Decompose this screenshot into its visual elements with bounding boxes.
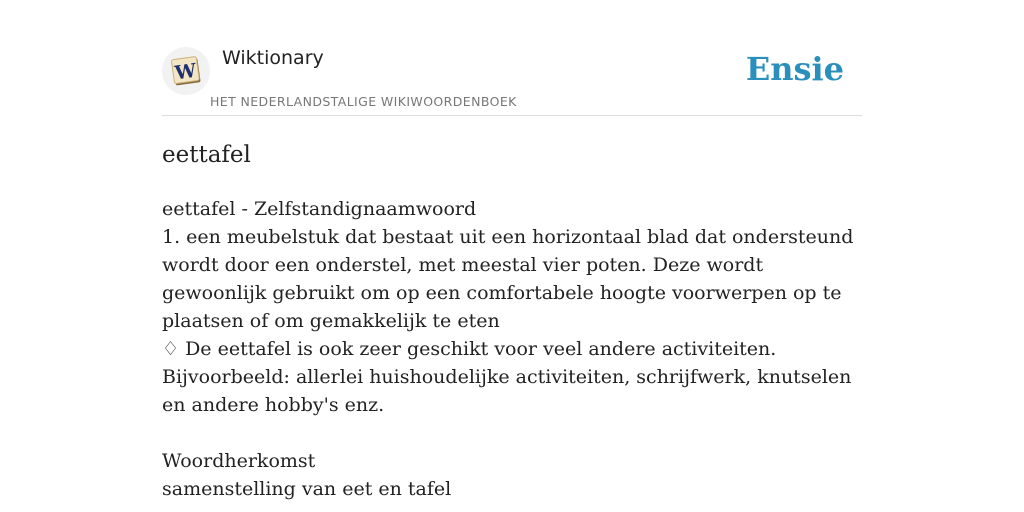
entry-example: ♢ De eettafel is ook zeer geschikt voor veel andere activiteiten. Bijvoorbeeld: allerlei huishoudelijke activiteiten, schrijfwerk, knutselen en andere hobby's enz.: [162, 338, 852, 416]
site-header: [162, 40, 862, 116]
wiktionary-logo[interactable]: [162, 47, 210, 95]
etymology-label: Woordherkomst: [162, 450, 316, 472]
wiktionary-tile-icon: [169, 54, 203, 88]
spacer: [162, 419, 862, 447]
page-container: [162, 40, 862, 503]
entry-body: [162, 195, 862, 503]
ensie-brand-link[interactable]: Ensie: [745, 50, 844, 88]
entry-heading: eettafel - Zelfstandignaamwoord: [162, 198, 477, 220]
logo-letter: W: [173, 59, 198, 85]
site-subtitle: HET NEDERLANDSTALIGE WIKIWOORDENBOEK: [210, 94, 517, 109]
etymology-text: samenstelling van eet en tafel: [162, 478, 452, 500]
site-title[interactable]: Wiktionary: [222, 47, 324, 69]
page-title: eettafel: [162, 142, 251, 168]
entry-definition: 1. een meubelstuk dat bestaat uit een horizontaal blad dat ondersteund wordt door een onderstel, met meestal vier poten. Deze wordt gewoonlijk gebruikt om op een comfortabele hoogte voorwerpen op te plaatsen of om gemakkelijk te eten: [162, 226, 854, 332]
